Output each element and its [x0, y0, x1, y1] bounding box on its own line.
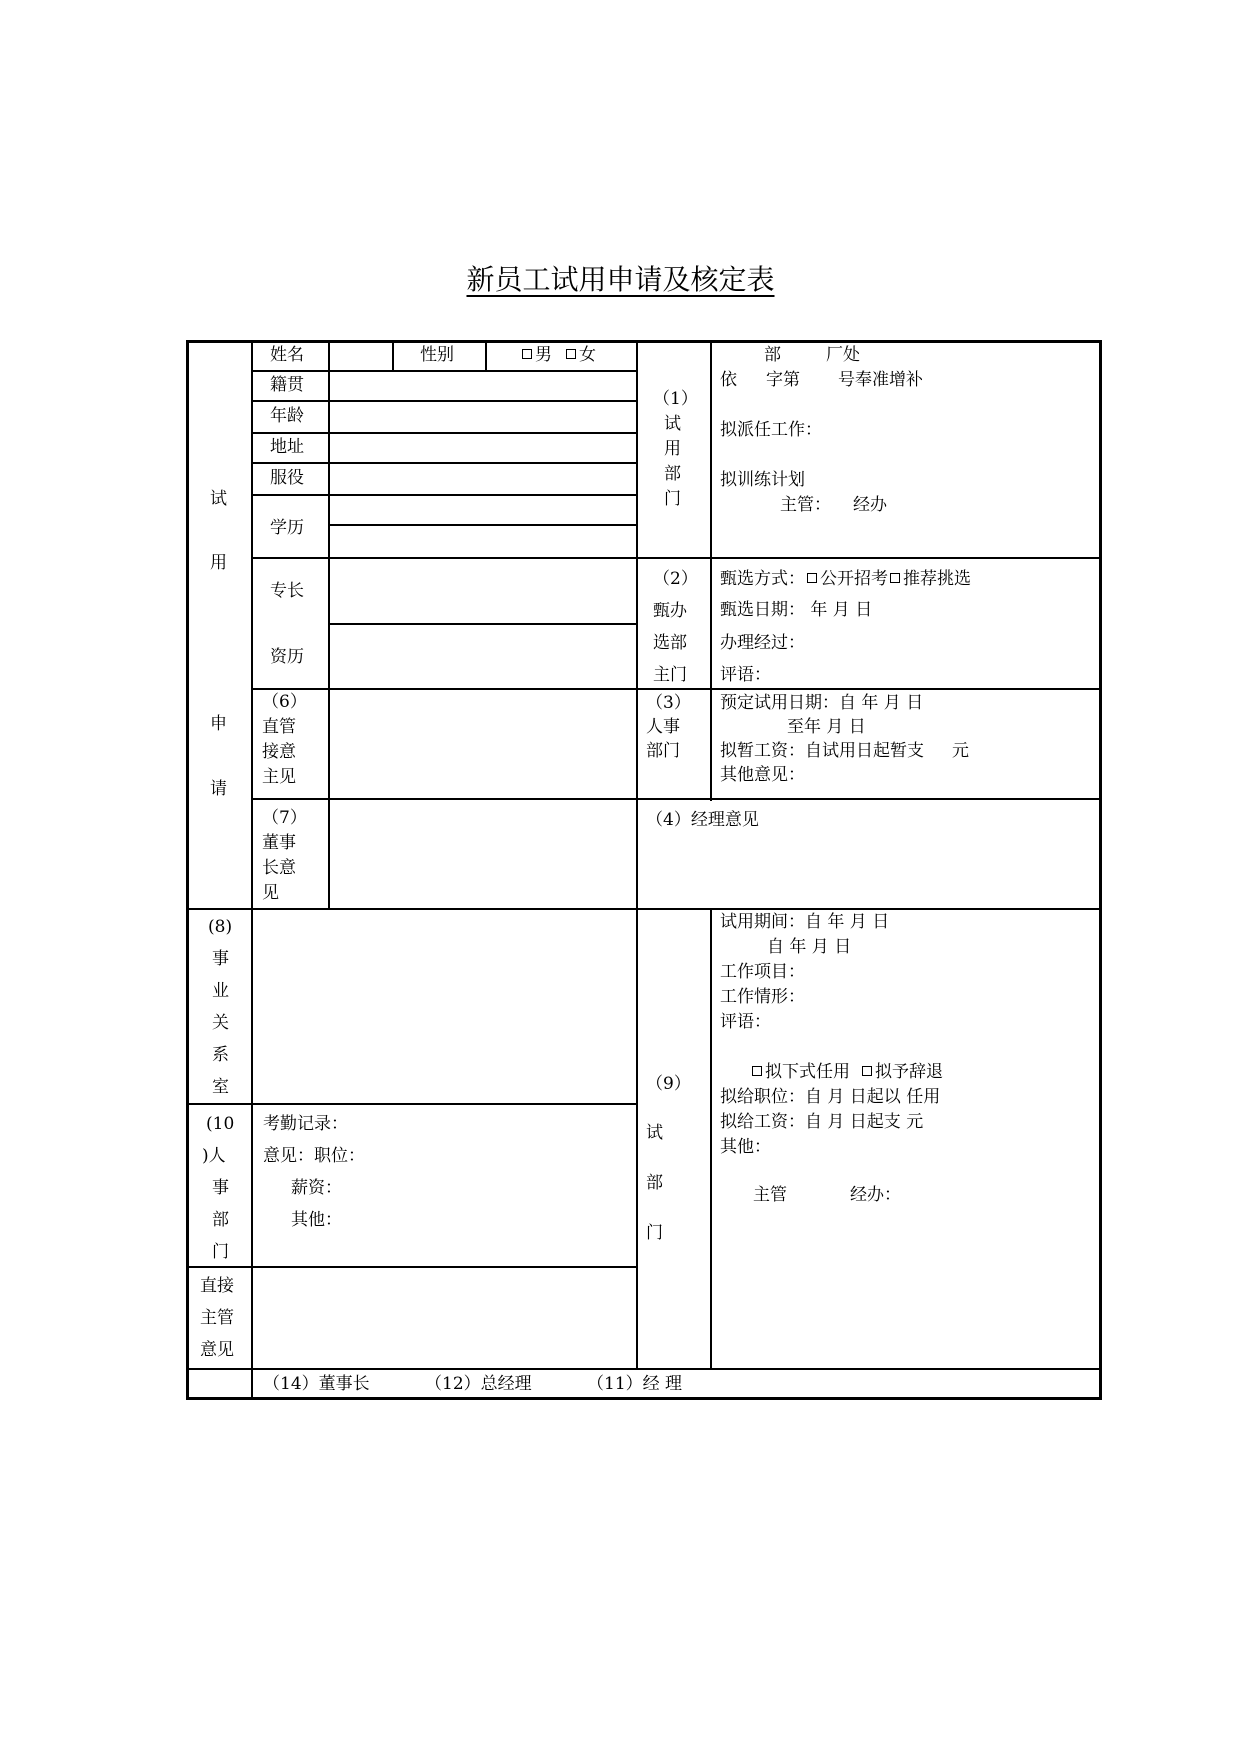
planned-trial-end: 至年 月 日: [787, 717, 866, 737]
attendance-record-label: 考勤记录：: [263, 1114, 348, 1134]
general-manager-signature-label: （12）总经理: [425, 1374, 532, 1394]
grid-line: [485, 341, 487, 371]
formal-hire-option: 拟下式任用: [765, 1062, 850, 1082]
experience-label: 资历: [270, 647, 304, 667]
chairman-signature-label: （14）董事长: [263, 1374, 370, 1394]
section-8-number: (8): [208, 917, 233, 937]
work-situation-label: 工作情形：: [720, 987, 805, 1007]
specialty-label: 专长: [270, 581, 304, 601]
dismiss-checkbox[interactable]: [862, 1066, 872, 1076]
section-9-label: 试: [646, 1123, 663, 1143]
section-2-label: 选部: [653, 633, 687, 653]
department-text: 部: [764, 345, 781, 365]
supervisor-label: 主管：: [780, 495, 831, 515]
process-label: 办理经过：: [720, 633, 805, 653]
grid-line: [251, 462, 637, 464]
work-items-label: 工作项目：: [720, 962, 805, 982]
grid-line: [251, 341, 253, 1398]
selection-date: 甄选日期： 年 月 日: [720, 600, 873, 620]
section-6-label: 直管: [262, 717, 296, 737]
grid-line: [251, 432, 637, 434]
male-option: 男: [535, 345, 552, 365]
section-1-number: （1）: [653, 389, 698, 409]
section-8-label: 业: [212, 981, 229, 1001]
selection-method: [720, 568, 971, 590]
recommend-checkbox[interactable]: [890, 573, 900, 583]
gender-label: 性别: [420, 345, 454, 365]
section-3-number: （3）: [646, 693, 691, 713]
grid-line: [636, 798, 1100, 800]
grid-line: [251, 370, 637, 372]
open-exam-option: 公开招考: [820, 569, 888, 589]
section-6-label: 接意: [262, 742, 296, 762]
grid-line: [187, 908, 1100, 910]
yuan-unit: 元: [952, 741, 969, 761]
section-9-number: （9）: [646, 1074, 691, 1094]
gender-options: [520, 344, 596, 366]
temporary-salary: [720, 740, 969, 762]
supervisor-opinion-label: 意见: [200, 1340, 234, 1360]
section-8-label: 系: [212, 1045, 229, 1065]
grid-line: [251, 494, 637, 496]
trial-label-char: 试: [210, 489, 227, 509]
grid-line: [251, 688, 637, 690]
section-3-label: 部门: [646, 741, 680, 761]
grid-line: [251, 400, 637, 402]
grid-line: [251, 798, 637, 800]
section-7-number: （7）: [262, 808, 307, 828]
female-option: 女: [579, 345, 596, 365]
address-label: 地址: [270, 437, 304, 457]
section-10-label: 事: [212, 1178, 229, 1198]
manager-opinion-label: （4）经理意见: [646, 810, 759, 830]
grid-line: [187, 1266, 637, 1268]
male-checkbox[interactable]: [522, 349, 532, 359]
section-2-label: 甄办: [653, 601, 687, 621]
trial-period-line: 试用期间：自 年 月 日: [720, 912, 890, 932]
apply-label-char: 请: [210, 779, 227, 799]
approval-text: 字第: [766, 370, 800, 390]
section-8-label: 事: [212, 949, 229, 969]
handler-label: 经办: [853, 495, 887, 515]
supervisor-opinion-label: 主管: [200, 1308, 234, 1328]
section-7-label: 长意: [262, 858, 296, 878]
section-2-number: （2）: [653, 569, 698, 589]
salary-label: 薪资：: [291, 1178, 342, 1198]
section-1-label: 门: [664, 489, 681, 509]
grid-line: [636, 688, 1100, 690]
selection-method-label: 甄选方式：: [720, 569, 805, 589]
section-7-label: 董事: [262, 833, 296, 853]
section-3-label: 人事: [646, 717, 680, 737]
native-place-label: 籍贯: [270, 375, 304, 395]
other-label: 其他：: [291, 1210, 342, 1230]
section-6-number: （6）: [262, 692, 307, 712]
supervisor-opinion-label: 直接: [200, 1276, 234, 1296]
proposed-position-line: 拟给职位：自 月 日起以 任用: [720, 1087, 941, 1107]
grid-line: [328, 341, 330, 909]
grid-line: [392, 341, 394, 371]
recommend-option: 推荐挑选: [903, 569, 971, 589]
temporary-salary-text: 拟暂工资：自试用日起暂支: [720, 741, 924, 761]
section-6-label: 主见: [262, 767, 296, 787]
training-plan-label: 拟训练计划: [720, 470, 805, 490]
section-2-label: 主门: [653, 665, 687, 685]
supervisor-label: 主管: [753, 1185, 787, 1205]
name-label: 姓名: [270, 345, 304, 365]
grid-line: [710, 341, 712, 801]
formal-hire-checkbox[interactable]: [752, 1066, 762, 1076]
section-10-number: (10: [206, 1114, 235, 1134]
section-8-label: 室: [212, 1077, 229, 1097]
section-10-label: 部: [212, 1210, 229, 1230]
page-title: 新员工试用申请及核定表: [466, 263, 775, 296]
section-9-label: 部: [646, 1173, 663, 1193]
assigned-work-label: 拟派任工作：: [720, 420, 822, 440]
military-service-label: 服役: [270, 468, 304, 488]
grid-line: [328, 524, 637, 526]
grid-line: [328, 623, 637, 625]
manager-signature-label: （11）经 理: [587, 1374, 683, 1394]
section-8-label: 关: [212, 1013, 229, 1033]
dismiss-option: 拟予辞退: [875, 1062, 943, 1082]
approval-text: 号奉准增补: [838, 370, 923, 390]
education-label: 学历: [270, 518, 304, 538]
apply-label-char: 申: [210, 714, 227, 734]
opinion-position-label: 意见：职位：: [263, 1146, 365, 1166]
decision-options: [750, 1061, 943, 1083]
comment-label: 评语：: [720, 665, 771, 685]
grid-line: [187, 1103, 637, 1105]
age-label: 年龄: [270, 406, 304, 426]
trial-label-char: 用: [210, 553, 227, 573]
form-table: [186, 340, 1102, 1400]
factory-text: 厂处: [826, 345, 860, 365]
handler-label: 经办：: [850, 1185, 901, 1205]
approval-text: 依: [720, 370, 737, 390]
trial-period-line: 自 年 月 日: [767, 937, 852, 957]
grid-line: [187, 1368, 1100, 1370]
proposed-salary-line: 拟给工资：自 月 日起支 元: [720, 1112, 924, 1132]
grid-line: [636, 557, 1100, 559]
other-opinion-label: 其他意见：: [720, 765, 805, 785]
grid-line: [251, 557, 637, 559]
section-1-label: 试: [664, 414, 681, 434]
section-1-label: 用: [664, 439, 681, 459]
other-label: 其他：: [720, 1137, 771, 1157]
female-checkbox[interactable]: [566, 349, 576, 359]
section-9-label: 门: [646, 1223, 663, 1243]
grid-line: [710, 908, 712, 1369]
section-10-label: 门: [212, 1242, 229, 1262]
planned-trial-date: 预定试用日期：自 年 月 日: [720, 693, 924, 713]
section-7-label: 见: [262, 883, 279, 903]
evaluation-label: 评语：: [720, 1012, 771, 1032]
open-exam-checkbox[interactable]: [807, 573, 817, 583]
section-10-label: )人: [202, 1146, 226, 1166]
section-1-label: 部: [664, 464, 681, 484]
